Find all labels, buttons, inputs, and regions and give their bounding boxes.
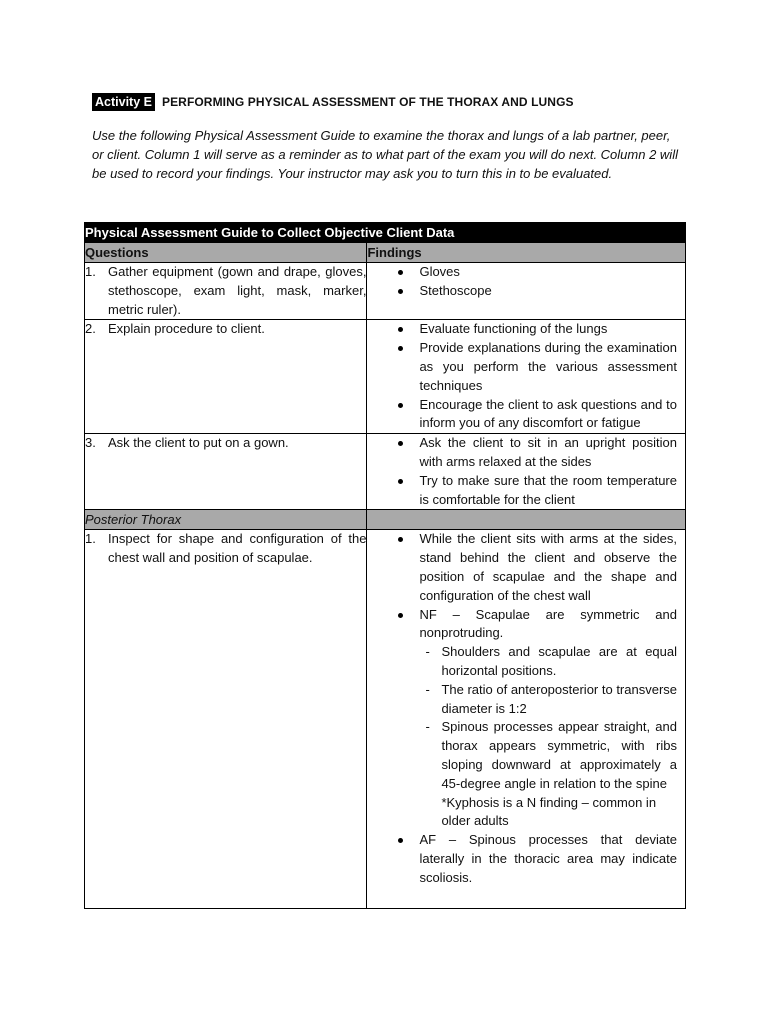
question-text: Gather equipment (gown and drape, gloves, stethoscope, exam light, mask, marker, metric ruler). <box>108 264 367 317</box>
bullet-icon <box>367 606 419 644</box>
table-row <box>85 320 686 434</box>
findings-cell <box>367 320 686 434</box>
questions-header: Questions <box>85 243 367 263</box>
findings-list <box>367 831 685 887</box>
list-item: - Shoulders and scapulae are at equal horizontal positions. <box>367 643 685 681</box>
dash-icon <box>367 718 441 793</box>
sub-findings-list <box>367 643 685 793</box>
bullet-icon <box>367 472 419 510</box>
list-item: Stethoscope <box>367 282 685 301</box>
table-title: Physical Assessment Guide to Collect Objective Client Data <box>85 223 686 243</box>
question-text: Explain procedure to client. <box>108 321 265 337</box>
assessment-guide-table <box>84 222 686 909</box>
list-item: - Spinous processes appear straight, and thorax appears symmetric, with ribs sloping downward at approximately a 45-degree angle in relation to the spine <box>367 718 685 793</box>
question-cell <box>85 530 367 909</box>
dash-icon <box>367 643 441 681</box>
findings-list <box>367 320 685 433</box>
activity-badge: Activity E <box>92 93 155 111</box>
section-title: Posterior Thorax <box>85 510 367 530</box>
activity-heading <box>92 93 574 111</box>
dash-icon <box>367 681 441 719</box>
question-number: 1. <box>85 531 96 547</box>
intro-paragraph: Use the following Physical Assessment Guide to examine the thorax and lungs of a lab partner, peer, or client. Column 1 will serve as a reminder as to what part of the exam you will do next. Column 2 will be used to record your findings. Your instructor may ask you to turn this in to be evaluated. <box>92 128 678 181</box>
question-number: 2. <box>85 321 96 337</box>
list-item: While the client sits with arms at the sides, stand behind the client and observe the position of scapulae and the shape and configuration of the chest wall <box>367 530 685 605</box>
bullet-icon <box>367 530 419 605</box>
findings-list <box>367 434 685 509</box>
list-item: Evaluate functioning of the lungs <box>367 320 685 339</box>
bullet-icon <box>367 831 419 887</box>
question-number: 3. <box>85 435 96 451</box>
kyphosis-note: *Kyphosis is a N finding – common in older adults <box>441 794 657 829</box>
list-item: Ask the client to sit in an upright position with arms relaxed at the sides <box>367 434 685 472</box>
list-item: - The ratio of anteroposterior to transverse diameter is 1:2 <box>367 681 685 719</box>
list-item: Try to make sure that the room temperature is comfortable for the client <box>367 472 685 510</box>
table-title-row <box>85 223 686 243</box>
activity-title: PERFORMING PHYSICAL ASSESSMENT OF THE THORAX AND LUNGS <box>161 95 574 109</box>
bullet-icon <box>367 396 419 434</box>
list-item: NF – Scapulae are symmetric and nonprotruding. <box>367 606 685 644</box>
list-item: Provide explanations during the examination as you perform the various assessment techniques <box>367 339 685 395</box>
question-cell <box>85 263 367 320</box>
bullet-icon <box>367 282 419 301</box>
question-cell <box>85 320 367 434</box>
question-text: Ask the client to put on a gown. <box>108 435 289 451</box>
table-header-row <box>85 243 686 263</box>
question-text: Inspect for shape and configuration of the chest wall and position of scapulae. <box>108 531 367 566</box>
section-row <box>85 510 686 530</box>
bullet-icon <box>367 320 419 339</box>
table-row <box>85 530 686 909</box>
section-empty-cell <box>367 510 686 530</box>
findings-cell <box>367 434 686 510</box>
bullet-icon <box>367 339 419 395</box>
table-row <box>85 434 686 510</box>
list-item: Gloves <box>367 263 685 282</box>
question-cell <box>85 434 367 510</box>
list-item: Encourage the client to ask questions and to inform you of any discomfort or fatigue <box>367 396 685 434</box>
findings-list <box>367 530 685 643</box>
bullet-icon <box>367 434 419 472</box>
table-row <box>85 263 686 320</box>
list-item: AF – Spinous processes that deviate laterally in the thoracic area may indicate scoliosis. <box>367 831 685 887</box>
question-number: 1. <box>85 264 96 279</box>
findings-cell <box>367 530 686 909</box>
findings-cell <box>367 263 686 320</box>
bullet-icon <box>367 263 419 282</box>
findings-list <box>367 263 685 301</box>
findings-header: Findings <box>367 243 686 263</box>
